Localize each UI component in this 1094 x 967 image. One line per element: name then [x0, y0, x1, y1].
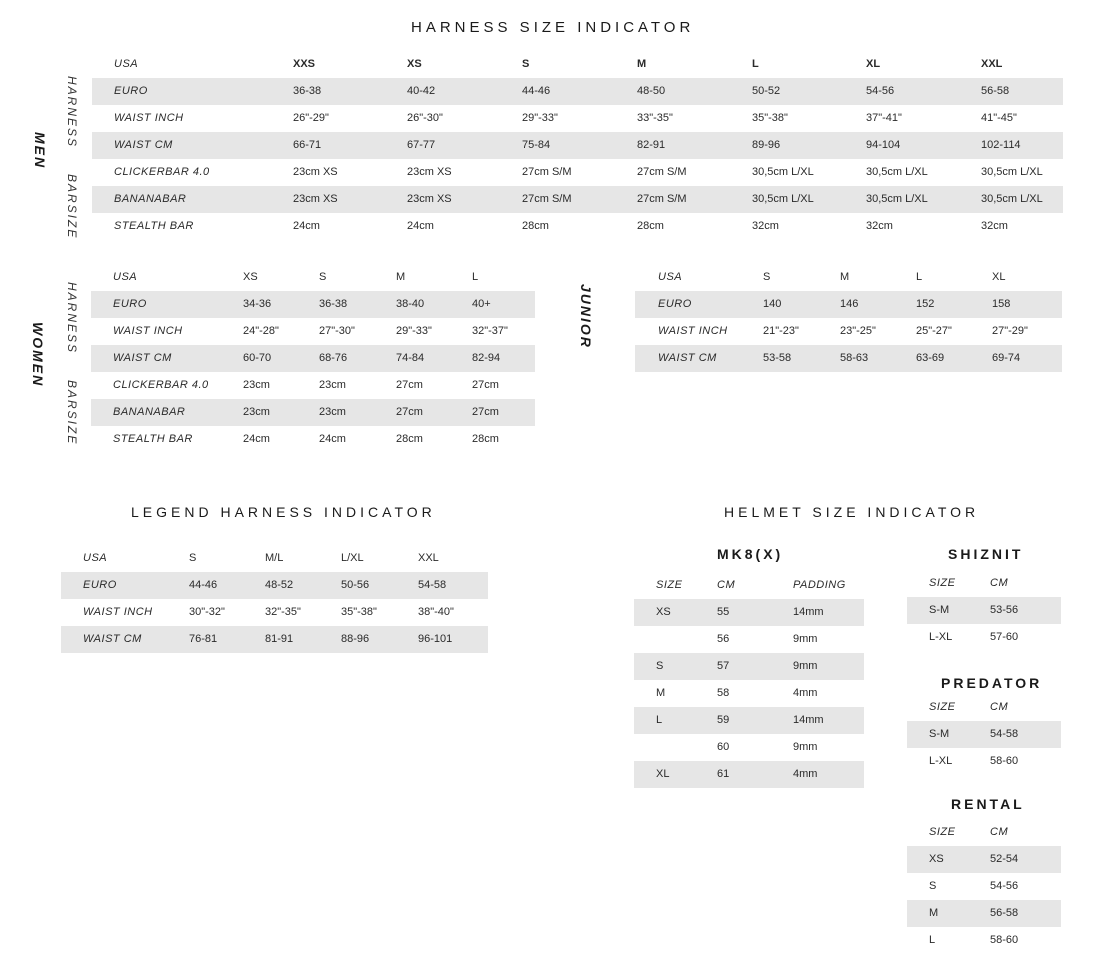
column-header: CM	[990, 577, 1009, 589]
column-header: XS	[407, 58, 422, 70]
table-cell: 30,5cm L/XL	[981, 166, 1043, 178]
row-label: S-M	[929, 728, 950, 740]
column-header: L/XL	[341, 552, 364, 564]
table-cell: 34-36	[243, 298, 272, 310]
junior-header-row	[635, 264, 1062, 291]
table-row	[634, 599, 864, 626]
table-row	[634, 680, 864, 707]
men-header-row	[92, 51, 1063, 78]
table-row	[61, 572, 488, 599]
row-label: STEALTH BAR	[113, 433, 193, 445]
row-label: XS	[656, 606, 671, 618]
row-label: CLICKERBAR 4.0	[113, 379, 209, 391]
women-group-label: WOMEN	[30, 322, 46, 388]
table-cell: 60-70	[243, 352, 272, 364]
row-label: M	[929, 907, 939, 919]
shiznit-helmet-table	[907, 570, 1061, 651]
table-cell: 35"-38"	[341, 606, 377, 618]
table-cell: 26"-30"	[407, 112, 443, 124]
table-cell: 29"-33"	[522, 112, 558, 124]
shiznit-title: SHIZNIT	[948, 546, 1024, 562]
row-label: WAIST INCH	[114, 112, 184, 124]
row-label: WAIST INCH	[113, 325, 183, 337]
table-cell: 24cm	[243, 433, 270, 445]
table-cell: 28cm	[637, 220, 664, 232]
table-cell: 27cm S/M	[522, 193, 572, 205]
table-row	[92, 159, 1063, 186]
column-header: XXL	[981, 58, 1003, 70]
table-cell: 24cm	[319, 433, 346, 445]
column-header: S	[522, 58, 530, 70]
men-barsize-label: BARSIZE	[65, 174, 79, 240]
table-cell: 94-104	[866, 139, 901, 151]
table-cell: 28cm	[522, 220, 549, 232]
table-row	[634, 734, 864, 761]
table-cell: 76-81	[189, 633, 218, 645]
table-cell: 56-58	[981, 85, 1010, 97]
table-cell: 9mm	[793, 660, 818, 672]
table-cell: 27"-29"	[992, 325, 1028, 337]
table-row	[635, 291, 1062, 318]
table-cell: 74-84	[396, 352, 425, 364]
table-cell: 58-63	[840, 352, 869, 364]
table-cell: 30,5cm L/XL	[866, 166, 928, 178]
table-cell: 32"-35"	[265, 606, 301, 618]
row-label: M	[656, 687, 666, 699]
table-cell: 23"-25"	[840, 325, 876, 337]
table-cell: 27"-30"	[319, 325, 355, 337]
helmet-size-title: HELMET SIZE INDICATOR	[724, 504, 980, 520]
table-cell: 14mm	[793, 606, 824, 618]
table-cell: 57-60	[990, 631, 1019, 643]
row-label: BANANABAR	[114, 193, 187, 205]
table-cell: 32cm	[981, 220, 1008, 232]
table-row	[92, 132, 1063, 159]
table-cell: 25"-27"	[916, 325, 952, 337]
helmet-predator-header-row	[907, 694, 1061, 721]
column-header: L	[472, 271, 479, 283]
table-cell: 60	[717, 741, 730, 753]
column-header: M	[840, 271, 850, 283]
table-row	[635, 345, 1062, 372]
column-header: XXS	[293, 58, 316, 70]
table-cell: 9mm	[793, 741, 818, 753]
table-cell: 23cm XS	[407, 166, 452, 178]
legend-harness-table	[61, 545, 488, 653]
table-row	[91, 291, 535, 318]
row-label: L-XL	[929, 755, 953, 767]
table-cell: 27cm S/M	[637, 166, 687, 178]
table-cell: 36-38	[293, 85, 322, 97]
predator-helmet-table	[907, 694, 1061, 775]
table-row	[91, 318, 535, 345]
table-cell: 82-91	[637, 139, 666, 151]
table-cell: 23cm	[319, 406, 346, 418]
table-cell: 140	[763, 298, 782, 310]
table-cell: 68-76	[319, 352, 348, 364]
table-cell: 30,5cm L/XL	[752, 193, 814, 205]
table-cell: 30,5cm L/XL	[981, 193, 1043, 205]
table-cell: 58	[717, 687, 730, 699]
column-header: USA	[658, 271, 683, 283]
column-header: XL	[992, 271, 1006, 283]
helmet-shiznit-header-row	[907, 570, 1061, 597]
table-cell: 48-50	[637, 85, 666, 97]
junior-harness-table	[635, 264, 1062, 372]
helmet-mk8-header-row	[634, 572, 864, 599]
table-cell: 75-84	[522, 139, 551, 151]
table-cell: 28cm	[396, 433, 423, 445]
row-label: WAIST INCH	[83, 606, 153, 618]
row-label: L	[929, 934, 936, 946]
table-cell: 27cm	[396, 379, 423, 391]
table-row	[634, 626, 864, 653]
rental-title: RENTAL	[951, 796, 1025, 812]
table-row	[634, 707, 864, 734]
table-row	[91, 345, 535, 372]
column-header: M	[637, 58, 647, 70]
table-cell: 35"-38"	[752, 112, 788, 124]
table-cell: 48-52	[265, 579, 294, 591]
table-row	[92, 213, 1063, 240]
table-cell: 59	[717, 714, 730, 726]
table-cell: 26"-29"	[293, 112, 329, 124]
row-label: XL	[656, 768, 670, 780]
table-cell: 30"-32"	[189, 606, 225, 618]
column-header: CM	[990, 826, 1009, 838]
row-label: EURO	[113, 298, 147, 310]
table-cell: 44-46	[522, 85, 551, 97]
table-row	[907, 846, 1061, 873]
women-harness-label: HARNESS	[65, 282, 79, 355]
mk8-title: MK8(X)	[717, 546, 784, 562]
table-row	[634, 653, 864, 680]
table-cell: 53-58	[763, 352, 792, 364]
column-header: USA	[83, 552, 108, 564]
table-cell: 66-71	[293, 139, 322, 151]
table-cell: 38-40	[396, 298, 425, 310]
row-label: STEALTH BAR	[114, 220, 194, 232]
table-cell: 102-114	[981, 139, 1021, 151]
table-cell: 40+	[472, 298, 491, 310]
table-cell: 32"-37"	[472, 325, 508, 337]
table-cell: 27cm	[472, 379, 499, 391]
column-header: XXL	[418, 552, 439, 564]
row-label: EURO	[658, 298, 692, 310]
table-cell: 146	[840, 298, 859, 310]
table-row	[92, 78, 1063, 105]
table-cell: 32cm	[866, 220, 893, 232]
row-label: EURO	[114, 85, 148, 97]
table-cell: 61	[717, 768, 730, 780]
table-cell: 54-56	[866, 85, 895, 97]
row-label: BANANABAR	[113, 406, 186, 418]
table-cell: 9mm	[793, 633, 818, 645]
row-label: WAIST CM	[114, 139, 173, 151]
table-cell: 30,5cm L/XL	[866, 193, 928, 205]
row-label: XS	[929, 853, 944, 865]
column-header: PADDING	[793, 579, 846, 591]
table-row	[907, 927, 1061, 954]
table-row	[635, 318, 1062, 345]
table-cell: 50-56	[341, 579, 370, 591]
table-cell: 44-46	[189, 579, 218, 591]
men-group-label: MEN	[32, 132, 48, 170]
table-cell: 50-52	[752, 85, 781, 97]
table-cell: 52-54	[990, 853, 1019, 865]
column-header: CM	[990, 701, 1009, 713]
table-row	[907, 748, 1061, 775]
column-header: M/L	[265, 552, 284, 564]
row-label: CLICKERBAR 4.0	[114, 166, 210, 178]
table-row	[61, 599, 488, 626]
table-cell: 58-60	[990, 934, 1019, 946]
table-cell: 27cm	[472, 406, 499, 418]
row-label: S-M	[929, 604, 950, 616]
table-cell: 88-96	[341, 633, 370, 645]
row-label: WAIST INCH	[658, 325, 728, 337]
table-cell: 158	[992, 298, 1011, 310]
table-cell: 152	[916, 298, 935, 310]
column-header: S	[763, 271, 771, 283]
table-cell: 82-94	[472, 352, 501, 364]
row-label: WAIST CM	[113, 352, 172, 364]
table-cell: 23cm	[243, 406, 270, 418]
women-header-row	[91, 264, 535, 291]
row-label: S	[929, 880, 937, 892]
rental-helmet-table	[907, 819, 1061, 954]
table-row	[907, 721, 1061, 748]
men-harness-label: HARNESS	[65, 76, 79, 149]
table-row	[92, 186, 1063, 213]
harness-size-title: HARNESS SIZE INDICATOR	[411, 19, 695, 36]
table-cell: 58-60	[990, 755, 1019, 767]
table-cell: 53-56	[990, 604, 1019, 616]
column-header: USA	[114, 58, 139, 70]
table-cell: 54-56	[990, 880, 1019, 892]
table-cell: 41"-45"	[981, 112, 1017, 124]
table-cell: 23cm	[243, 379, 270, 391]
column-header: SIZE	[656, 579, 683, 591]
column-header: USA	[113, 271, 138, 283]
column-header: L	[916, 271, 923, 283]
column-header: S	[189, 552, 197, 564]
table-cell: 54-58	[418, 579, 447, 591]
table-row	[92, 105, 1063, 132]
table-cell: 56-58	[990, 907, 1019, 919]
column-header: XS	[243, 271, 258, 283]
table-cell: 36-38	[319, 298, 348, 310]
table-cell: 57	[717, 660, 730, 672]
table-row	[91, 426, 535, 453]
table-cell: 54-58	[990, 728, 1019, 740]
column-header: SIZE	[929, 701, 956, 713]
column-header: M	[396, 271, 406, 283]
table-cell: 24cm	[293, 220, 320, 232]
table-cell: 81-91	[265, 633, 294, 645]
table-cell: 38"-40"	[418, 606, 454, 618]
helmet-rental-header-row	[907, 819, 1061, 846]
legend-harness-title: LEGEND HARNESS INDICATOR	[131, 504, 436, 520]
table-row	[61, 626, 488, 653]
row-label: L	[656, 714, 663, 726]
men-harness-table	[92, 51, 1063, 240]
table-row	[907, 900, 1061, 927]
table-cell: 23cm XS	[407, 193, 452, 205]
table-cell: 23cm XS	[293, 193, 338, 205]
table-cell: 27cm S/M	[522, 166, 572, 178]
table-cell: 21"-23"	[763, 325, 799, 337]
table-cell: 27cm S/M	[637, 193, 687, 205]
table-cell: 37"-41"	[866, 112, 902, 124]
table-row	[907, 624, 1061, 651]
junior-group-label: JUNIOR	[578, 284, 594, 349]
women-barsize-label: BARSIZE	[65, 380, 79, 446]
table-cell: 96-101	[418, 633, 453, 645]
row-label: WAIST CM	[658, 352, 717, 364]
table-cell: 23cm	[319, 379, 346, 391]
column-header: SIZE	[929, 826, 956, 838]
women-harness-table	[91, 264, 535, 453]
column-header: XL	[866, 58, 881, 70]
legend-header-row	[61, 545, 488, 572]
table-cell: 67-77	[407, 139, 436, 151]
table-cell: 4mm	[793, 687, 818, 699]
table-cell: 27cm	[396, 406, 423, 418]
table-row	[91, 399, 535, 426]
column-header: L	[752, 58, 759, 70]
mk8-helmet-table	[634, 572, 864, 788]
table-cell: 56	[717, 633, 730, 645]
table-cell: 55	[717, 606, 730, 618]
table-row	[91, 372, 535, 399]
table-cell: 40-42	[407, 85, 436, 97]
row-label: EURO	[83, 579, 117, 591]
table-cell: 23cm XS	[293, 166, 338, 178]
predator-title: PREDATOR	[941, 675, 1043, 691]
table-cell: 32cm	[752, 220, 779, 232]
table-cell: 29"-33"	[396, 325, 432, 337]
table-cell: 14mm	[793, 714, 824, 726]
row-label: L-XL	[929, 631, 953, 643]
column-header: S	[319, 271, 327, 283]
row-label: S	[656, 660, 664, 672]
column-header: SIZE	[929, 577, 956, 589]
row-label: WAIST CM	[83, 633, 142, 645]
table-row	[907, 597, 1061, 624]
column-header: CM	[717, 579, 736, 591]
table-cell: 4mm	[793, 768, 818, 780]
table-cell: 63-69	[916, 352, 945, 364]
table-cell: 69-74	[992, 352, 1021, 364]
table-row	[634, 761, 864, 788]
table-cell: 28cm	[472, 433, 499, 445]
table-cell: 33"-35"	[637, 112, 673, 124]
table-row	[907, 873, 1061, 900]
table-cell: 89-96	[752, 139, 781, 151]
table-cell: 30,5cm L/XL	[752, 166, 814, 178]
table-cell: 24cm	[407, 220, 434, 232]
table-cell: 24"-28"	[243, 325, 279, 337]
